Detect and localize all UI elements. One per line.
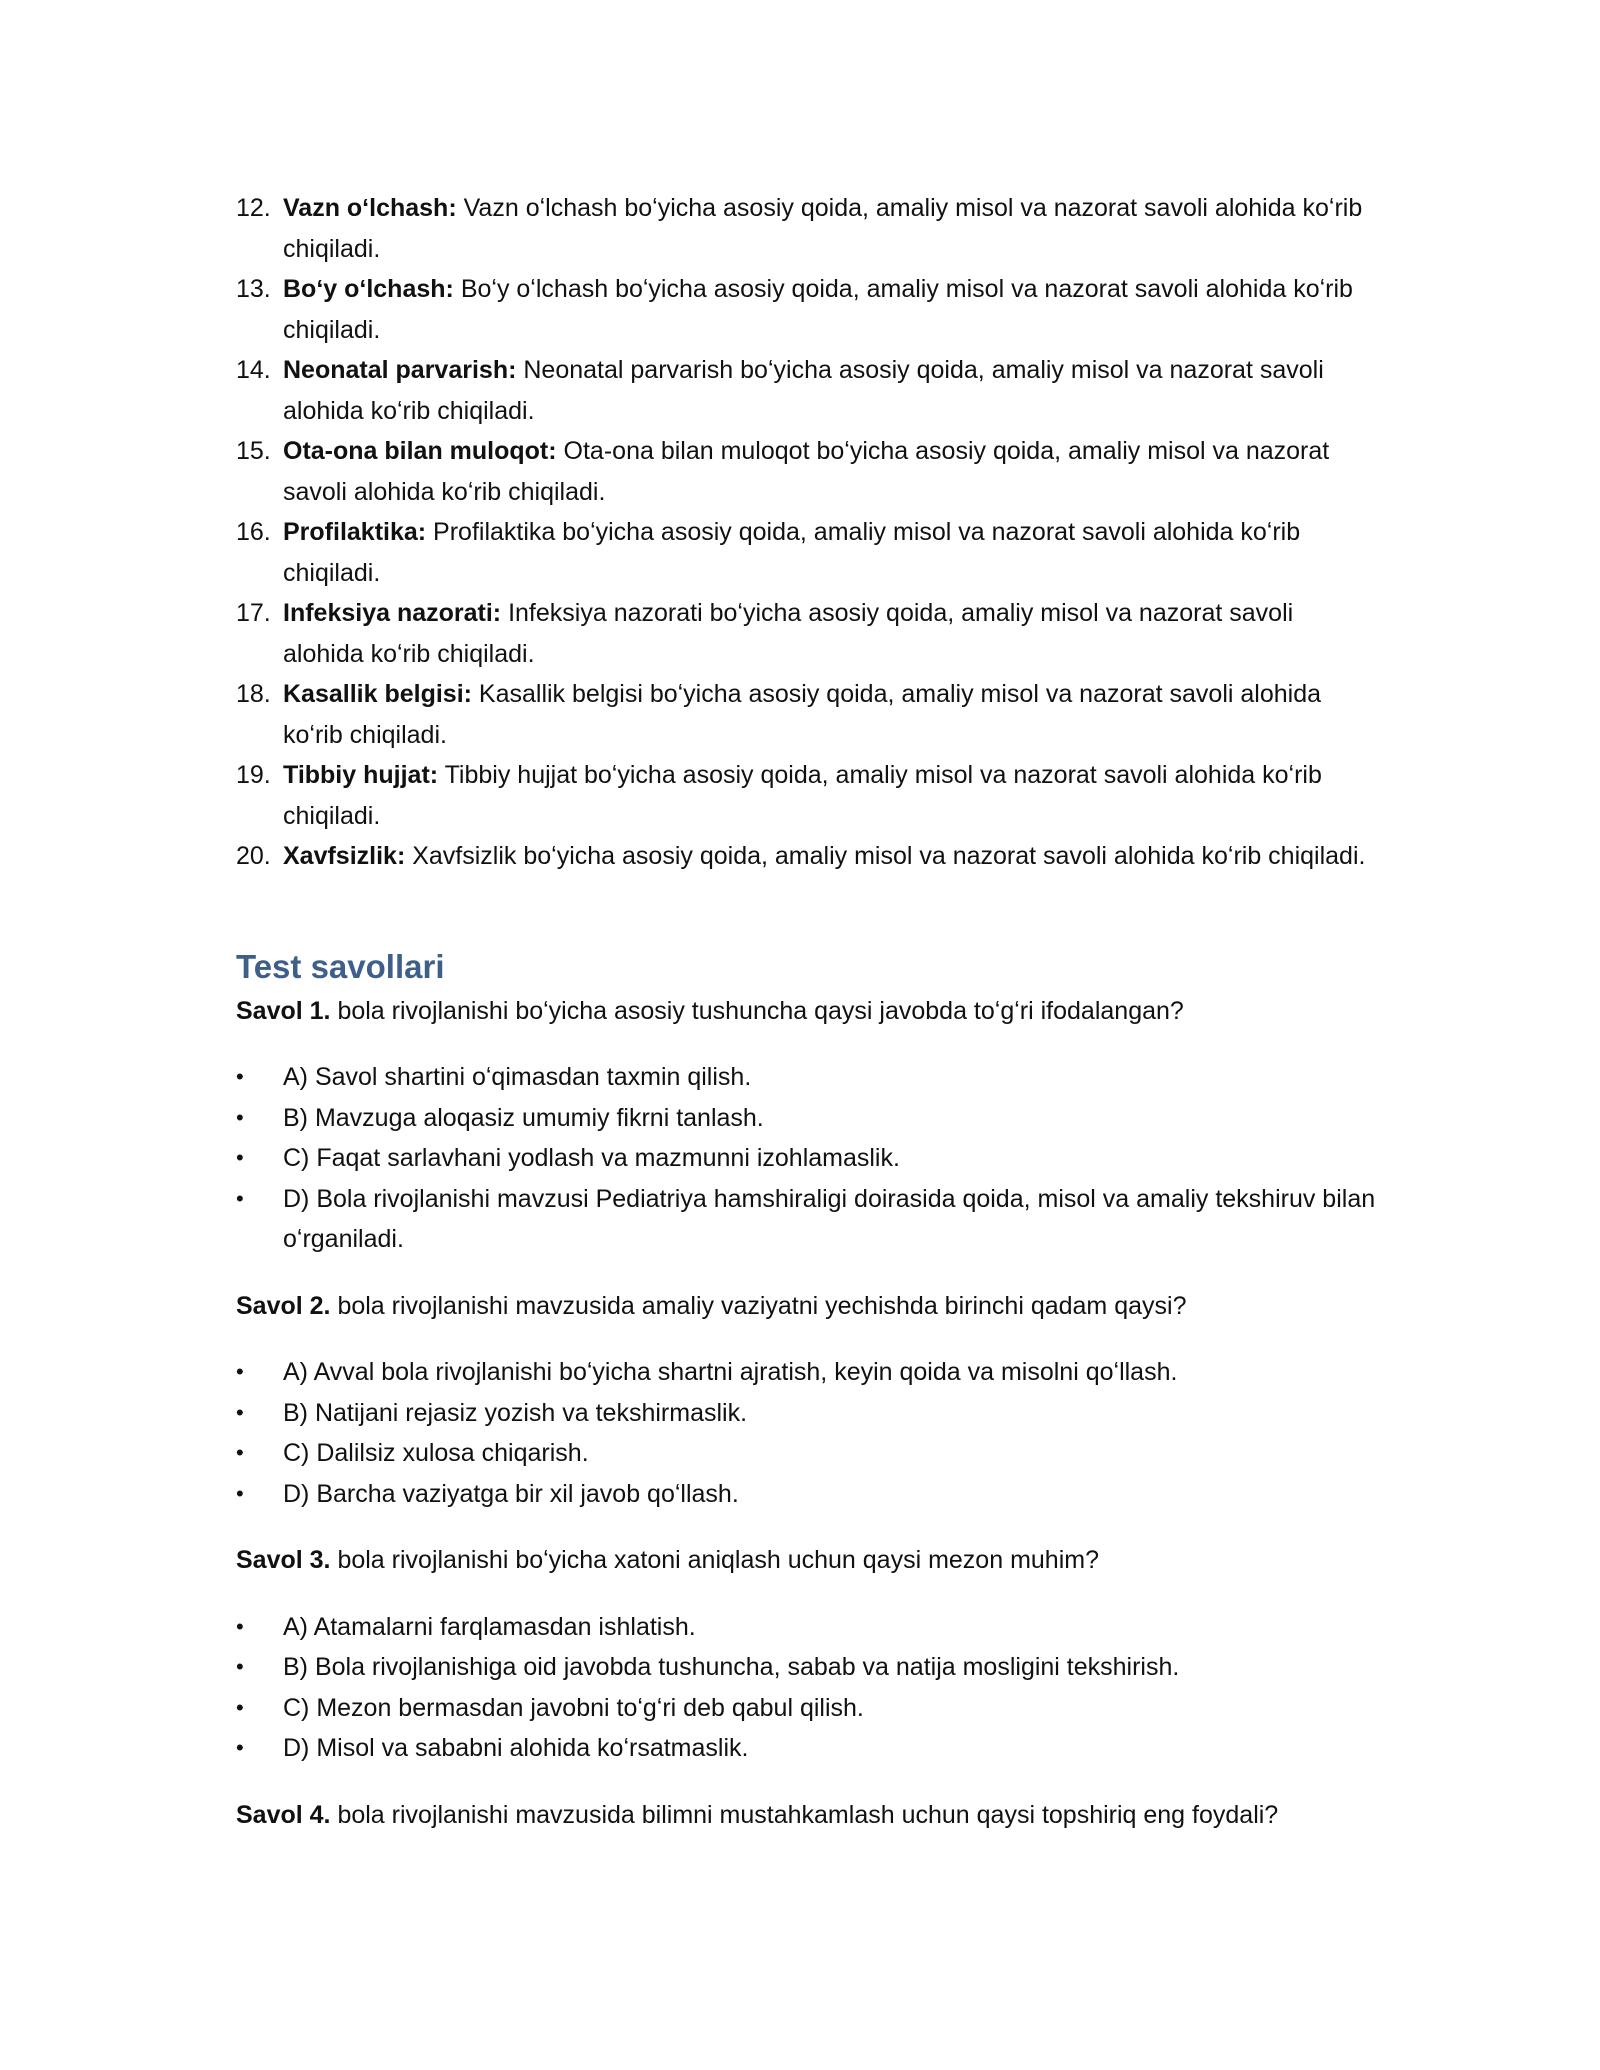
bullet-icon: • [236, 1654, 244, 1679]
list-item-number: 16. [236, 518, 271, 546]
list-item-text: Boʻy oʻlchash boʻyicha asosiy qoida, amaliy misol va nazorat savoli alohida koʻrib chiqiladi. [283, 275, 1353, 344]
bullet-icon: • [236, 1399, 244, 1425]
question-label: Savol 4. [236, 1800, 331, 1829]
list-item [236, 188, 1376, 269]
question-text: bola rivojlanishi mavzusida bilimni mustahkamlash uchun qaysi topshiriq eng foydali? [330, 1800, 1279, 1829]
list-item-text: Vazn oʻlchash boʻyicha asosiy qoida, amaliy misol va nazorat savoli alohida koʻrib chiqiladi. [283, 194, 1363, 263]
bullet-icon: • [236, 1145, 244, 1170]
list-item-term: Vazn oʻlchash: [283, 194, 457, 222]
option-text: D) Misol va sababni alohida koʻrsatmaslik. [283, 1734, 749, 1762]
list-item [236, 755, 1376, 836]
option-text: D) Bola rivojlanishi mavzusi Pediatriya hamshiraligi doirasida qoida, misol va amaliy tekshiruv bilan oʻrganiladi. [283, 1184, 1376, 1253]
option-text: C) Faqat sarlavhani yodlash va mazmunni izohlamaslik. [283, 1144, 900, 1172]
bullet-icon: • [236, 1104, 244, 1130]
list-item-text: Profilaktika boʻyicha asosiy qoida, amaliy misol va nazorat savoli alohida koʻrib chiqiladi. [283, 518, 1301, 587]
document-page [236, 188, 1376, 1835]
question-label: Savol 3. [236, 1546, 331, 1574]
list-item [236, 431, 1376, 512]
list-item [236, 836, 1376, 877]
option-item [236, 1352, 1376, 1393]
option-text: B) Natijani rejasiz yozish va tekshirmaslik. [283, 1398, 748, 1427]
list-item-term: Kasallik belgisi: [283, 680, 472, 708]
list-item-term: Infeksiya nazorati: [283, 599, 502, 627]
list-item-term: Tibbiy hujjat: [283, 761, 439, 789]
list-item [236, 674, 1376, 755]
option-item [236, 1474, 1376, 1515]
bullet-icon: • [236, 1613, 244, 1639]
question-3-options [236, 1607, 1376, 1769]
list-item-text: Tibbiy hujjat boʻyicha asosiy qoida, amaliy misol va nazorat savoli alohida koʻrib chiqiladi. [283, 761, 1322, 830]
option-text: C) Mezon bermasdan javobni toʻgʻri deb qabul qilish. [283, 1693, 864, 1722]
section-heading: Test savollari [236, 947, 445, 985]
list-item [236, 269, 1376, 350]
question-3 [236, 1540, 1376, 1581]
option-item [236, 1098, 1376, 1139]
list-item-number: 15. [236, 437, 271, 465]
question-2-options [236, 1352, 1376, 1514]
list-item-term: Profilaktika: [283, 518, 427, 546]
option-text: A) Atamalarni farqlamasdan ishlatish. [283, 1612, 696, 1641]
option-text: A) Savol shartini oʻqimasdan taxmin qilish. [283, 1063, 752, 1091]
option-item [236, 1433, 1376, 1474]
bullet-icon: • [236, 1064, 244, 1089]
option-text: C) Dalilsiz xulosa chiqarish. [283, 1439, 589, 1467]
list-item-number: 17. [236, 599, 271, 627]
bullet-icon: • [236, 1735, 244, 1760]
question-1 [236, 991, 1376, 1032]
option-item [236, 1607, 1376, 1648]
question-text: bola rivojlanishi boʻyicha asosiy tushuncha qaysi javobda toʻgʻri ifodalangan? [330, 996, 1184, 1025]
list-item [236, 512, 1376, 593]
question-text: bola rivojlanishi boʻyicha xatoni aniqlash uchun qaysi mezon muhim? [330, 1546, 1099, 1574]
list-item-text: Xavfsizlik boʻyicha asosiy qoida, amaliy misol va nazorat savoli alohida koʻrib chiqiladi. [405, 842, 1366, 870]
question-label: Savol 2. [236, 1291, 331, 1320]
list-item-number: 14. [236, 356, 271, 384]
option-item [236, 1138, 1376, 1179]
option-item [236, 1647, 1376, 1688]
option-text: B) Bola rivojlanishiga oid javobda tushuncha, sabab va natija mosligini tekshirish. [283, 1653, 1180, 1681]
list-item [236, 350, 1376, 431]
option-item [236, 1179, 1376, 1260]
list-item-term: Neonatal parvarish: [283, 356, 517, 384]
list-item-number: 19. [236, 761, 271, 789]
list-item-text: Kasallik belgisi boʻyicha asosiy qoida, amaliy misol va nazorat savoli alohida koʻrib chiqiladi. [283, 680, 1322, 749]
list-item-number: 20. [236, 842, 271, 870]
numbered-list [236, 188, 1376, 877]
question-4 [236, 1795, 1376, 1836]
bullet-icon: • [236, 1694, 244, 1720]
list-item-term: Xavfsizlik: [283, 842, 406, 870]
list-item [236, 593, 1376, 674]
option-item [236, 1728, 1376, 1769]
option-text: B) Mavzuga aloqasiz umumiy fikrni tanlash. [283, 1103, 764, 1132]
question-1-options [236, 1057, 1376, 1260]
option-text: D) Barcha vaziyatga bir xil javob qoʻllash. [283, 1479, 739, 1508]
list-item-text: Infeksiya nazorati boʻyicha asosiy qoida, amaliy misol va nazorat savoli alohida koʻrib chiqiladi. [283, 599, 1294, 668]
list-item-term: Ota-ona bilan muloqot: [283, 437, 557, 465]
bullet-icon: • [236, 1440, 244, 1465]
bullet-icon: • [236, 1185, 244, 1211]
list-item-text: Ota-ona bilan muloqot boʻyicha asosiy qoida, amaliy misol va nazorat savoli alohida koʻrib chiqiladi. [283, 437, 1330, 506]
question-label: Savol 1. [236, 996, 331, 1025]
bullet-icon: • [236, 1359, 244, 1384]
list-item-term: Boʻy oʻlchash: [283, 275, 454, 303]
option-item [236, 1688, 1376, 1729]
list-item-number: 12. [236, 194, 271, 222]
option-item [236, 1393, 1376, 1434]
list-item-number: 18. [236, 680, 271, 708]
bullet-icon: • [236, 1480, 244, 1506]
list-item-number: 13. [236, 275, 271, 303]
list-item-text: Neonatal parvarish boʻyicha asosiy qoida, amaliy misol va nazorat savoli alohida koʻrib chiqiladi. [283, 356, 1324, 425]
option-text: A) Avval bola rivojlanishi boʻyicha shartni ajratish, keyin qoida va misolni qoʻllash. [283, 1358, 1178, 1386]
question-text: bola rivojlanishi mavzusida amaliy vaziyatni yechishda birinchi qadam qaysi? [330, 1291, 1187, 1320]
question-2 [236, 1286, 1376, 1327]
option-item [236, 1057, 1376, 1098]
